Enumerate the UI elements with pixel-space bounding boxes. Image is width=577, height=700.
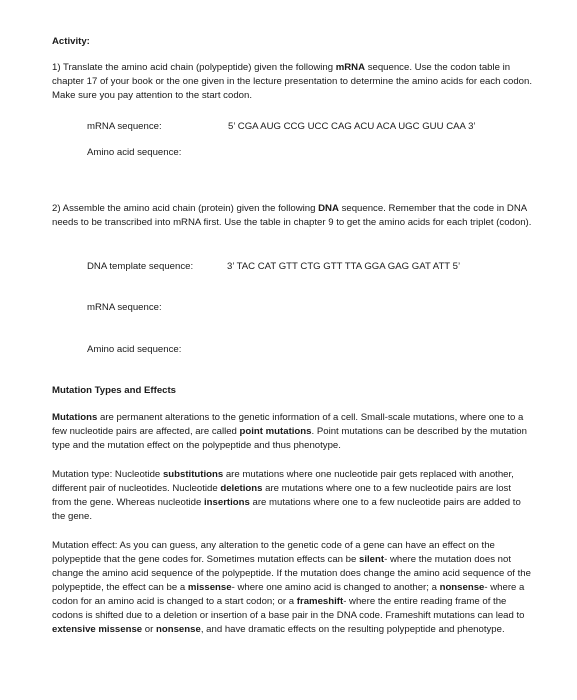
mutations-paragraph-1 — [52, 411, 532, 453]
q2-mrna-row — [87, 301, 527, 315]
q1-mrna-label: mRNA sequence: — [87, 121, 162, 132]
term-frameshift: frameshift — [296, 596, 344, 607]
mutations-paragraph-3 — [52, 539, 532, 637]
mutations-paragraph-2 — [52, 468, 532, 524]
p2-text-2: are mutations where one nucleotide pair gets replaced with another, different pair of nucleotides. Nucleotide — [52, 469, 514, 494]
question-2-prompt — [52, 202, 532, 230]
q2-dna-value: 3’ TAC CAT GTT CTG GTT TTA GGA GAG GAT ATT 5’ — [227, 261, 461, 272]
term-substitutions: substitutions — [162, 469, 224, 480]
q1-amino-label: Amino acid sequence: — [87, 147, 182, 158]
term-insertions: insertions — [204, 497, 250, 508]
p1-text: are permanent alterations to the genetic information of a cell. Small-scale mutations, where one to a few nucleotide pairs are affected, are called — [52, 412, 524, 437]
term-silent: silent — [359, 554, 385, 565]
p3-text: Mutation effect: As you can guess, any alteration to the genetic code of a gene can have an effect on the polypeptide that the gene codes for. Sometimes mutation effects can be — [52, 540, 495, 565]
question-1-prompt — [52, 61, 532, 103]
mutations-heading: Mutation Types and Effects — [52, 385, 177, 396]
q2-dna-row — [87, 260, 527, 274]
p2-text-3: are mutations where one to a few nucleotide pairs are lost from the gene. Whereas nucleotide — [52, 483, 511, 508]
term-deletions: deletions — [220, 483, 263, 494]
q1-mrna-value: 5’ CGA AUG CCG UCC CAG ACU ACA UGC GUU CAA 3’ — [228, 121, 476, 132]
term-nonsense: nonsense — [439, 582, 485, 593]
q1-amino-row — [87, 146, 527, 160]
p1-text-cont: . Point mutations can be described by the mutation type and the mutation effect on the polypeptide and thus phenotype. — [52, 426, 527, 451]
question-1-text-cont: sequence. Use the codon table in chapter 17 of your book or the one given in the lecture presentation to determine the amino acids for each codon. Make sure you pay attention to the start codon. — [52, 62, 532, 101]
term-missense: missense — [187, 582, 232, 593]
activity-heading: Activity: — [52, 36, 90, 47]
p3-text-7: , and have dramatic effects on the resulting polypeptide and phenotype. — [200, 624, 505, 635]
p3-text-2: - where the mutation does not change the amino acid sequence of the polypeptide. If the mutation does change the amino acid sequence of the polypeptide, the effect can be a — [52, 554, 531, 593]
question-1-text: 1) Translate the amino acid chain (polypeptide) given the following — [52, 62, 336, 73]
p3-text-6: or — [142, 624, 157, 635]
question-2-text: 2) Assemble the amino acid chain (protein) given the following — [52, 203, 319, 214]
term-point-mutations: point mutations — [239, 426, 312, 437]
q2-amino-label: Amino acid sequence: — [87, 344, 182, 355]
p2-text: Mutation type: Nucleotide — [52, 469, 163, 480]
p3-text-5: - where the entire reading frame of the codons is shifted due to a deletion or insertion of a base pair in the DNA code. Frameshift mutations can lead to — [52, 596, 525, 621]
question-2-text-cont: sequence. Remember that the code in DNA needs to be transcribed into mRNA first. Use the table in chapter 9 to get the amino acids for each triplet (codon). — [52, 203, 532, 228]
term-extensive-missense: extensive missense — [52, 624, 143, 635]
term-mutations: Mutations — [52, 412, 98, 423]
q2-mrna-label: mRNA sequence: — [87, 302, 162, 313]
q1-mrna-row — [87, 120, 527, 134]
question-1-keyword: mRNA — [335, 62, 366, 73]
q2-amino-row — [87, 343, 527, 357]
p2-text-4: are mutations where one to a few nucleotide pairs are added to the gene. — [52, 497, 521, 522]
question-2-keyword: DNA — [318, 203, 339, 214]
p3-text-3: - where one amino acid is changed to another; a — [231, 582, 440, 593]
q2-dna-label: DNA template sequence: — [87, 261, 194, 272]
term-nonsense-2: nonsense — [156, 624, 201, 635]
p3-text-4: - where a codon for an amino acid is changed to a start codon; or a — [52, 582, 525, 607]
